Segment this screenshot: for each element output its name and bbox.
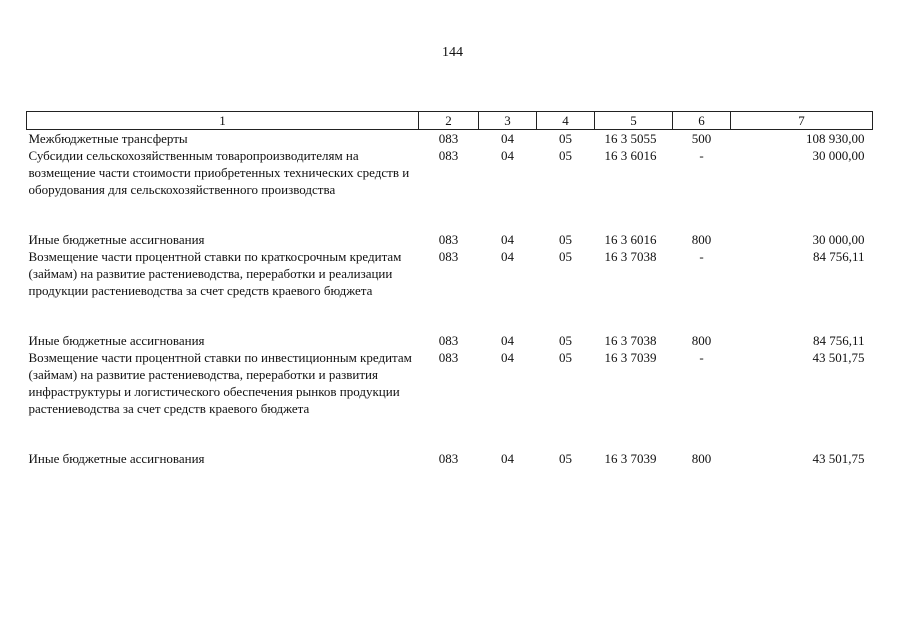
row-ved: 083 — [438, 131, 459, 146]
row-vr: - — [699, 249, 704, 264]
row-name: Возмещение части процентной ставки по краткосрочным кредитам (займам) на развитие растениеводства, переработки и реализации продукции растениеводства за счет средств краевого бюджета — [28, 249, 402, 298]
row-csr: 16 3 6016 — [604, 148, 657, 163]
header-col-7: 7 — [731, 112, 873, 130]
budget-table — [26, 111, 873, 467]
row-ved: 083 — [438, 350, 459, 365]
row-name: Возмещение части процентной ставки по инвестиционным кредитам (займам) на развитие растениеводства, переработки и развития инфраструктуры и логистического обеспечения рынков продукции растениеводства за счет средств краевого бюджета — [28, 350, 412, 416]
row-vr: - — [699, 148, 704, 163]
row-vr: 800 — [691, 333, 712, 348]
row-csr: 16 3 7039 — [604, 350, 657, 365]
row-name: Субсидии сельскохозяйственным товаропроизводителям на возмещение части стоимости приобретенных технических средств и оборудования для сельскохозяйственного производства — [28, 148, 410, 197]
row-pr: 05 — [559, 131, 572, 146]
row-rz: 04 — [501, 131, 514, 146]
row-pr: 05 — [559, 451, 572, 466]
row-name: Иные бюджетные ассигнования — [28, 333, 205, 348]
row-rz: 04 — [501, 451, 514, 466]
row-csr: 16 3 7039 — [604, 451, 657, 466]
row-sum: 84 756,11 — [812, 249, 865, 264]
row-sum: 30 000,00 — [812, 232, 865, 247]
row-pr: 05 — [559, 249, 572, 264]
row-sum: 84 756,11 — [812, 333, 865, 348]
spacer-row — [27, 198, 873, 231]
row-ved: 083 — [438, 148, 459, 163]
table-row — [27, 349, 873, 417]
spacer-row — [27, 299, 873, 332]
row-ved: 083 — [438, 249, 459, 264]
row-sum: 30 000,00 — [812, 148, 865, 163]
header-col-1: 1 — [27, 112, 419, 130]
row-vr: 500 — [691, 131, 712, 146]
table-body — [27, 130, 873, 468]
row-rz: 04 — [501, 232, 514, 247]
row-vr: 800 — [691, 232, 712, 247]
row-vr: 800 — [691, 451, 712, 466]
row-vr: - — [699, 350, 704, 365]
row-rz: 04 — [501, 333, 514, 348]
table-row — [27, 231, 873, 248]
row-csr: 16 3 6016 — [604, 232, 657, 247]
row-sum: 43 501,75 — [812, 350, 865, 365]
row-ved: 083 — [438, 451, 459, 466]
header-col-3: 3 — [479, 112, 537, 130]
header-col-5: 5 — [595, 112, 673, 130]
spacer-row — [27, 417, 873, 450]
row-sum: 108 930,00 — [806, 131, 865, 146]
row-ved: 083 — [438, 333, 459, 348]
header-row — [27, 112, 873, 130]
table-row — [27, 450, 873, 467]
row-rz: 04 — [501, 249, 514, 264]
table-header — [27, 112, 873, 130]
table-row — [27, 248, 873, 299]
row-sum: 43 501,75 — [812, 451, 865, 466]
row-csr: 16 3 7038 — [604, 333, 657, 348]
row-name: Иные бюджетные ассигнования — [28, 451, 205, 466]
row-pr: 05 — [559, 333, 572, 348]
row-pr: 05 — [559, 350, 572, 365]
header-col-4: 4 — [537, 112, 595, 130]
row-ved: 083 — [438, 232, 459, 247]
table-row — [27, 130, 873, 148]
page-number: 144 — [442, 45, 463, 60]
table-row — [27, 147, 873, 198]
row-rz: 04 — [501, 148, 514, 163]
row-name: Межбюджетные трансферты — [28, 131, 188, 146]
row-name: Иные бюджетные ассигнования — [28, 232, 205, 247]
row-rz: 04 — [501, 350, 514, 365]
header-col-6: 6 — [673, 112, 731, 130]
row-pr: 05 — [559, 148, 572, 163]
row-csr: 16 3 5055 — [604, 131, 657, 146]
row-csr: 16 3 7038 — [604, 249, 657, 264]
header-col-2: 2 — [419, 112, 479, 130]
row-pr: 05 — [559, 232, 572, 247]
table-row — [27, 332, 873, 349]
